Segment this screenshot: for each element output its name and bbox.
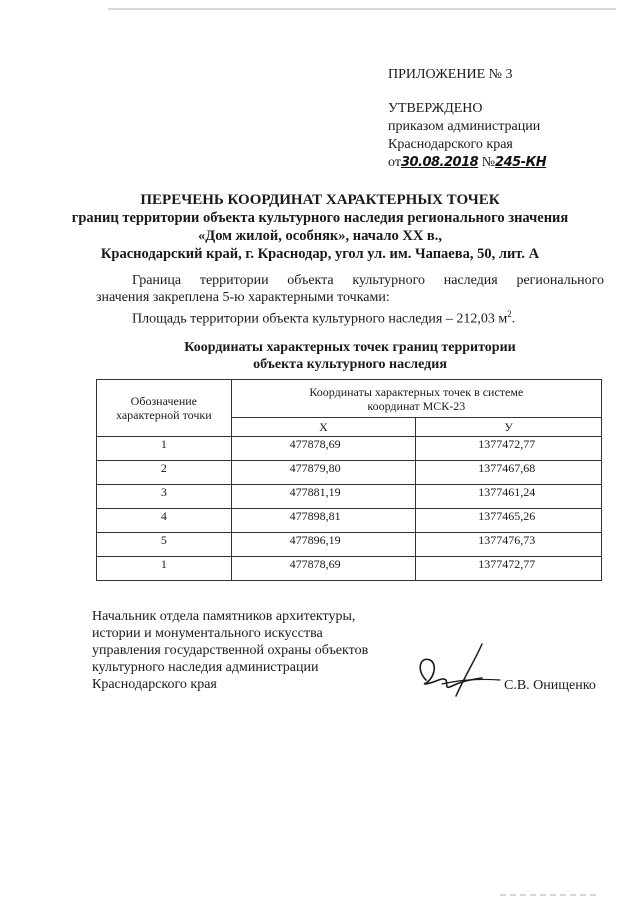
position-line: управления государственной охраны объектов	[92, 643, 369, 658]
paragraph-line: Граница территории объекта культурного наследия регионального	[132, 273, 604, 288]
cell-x: 477898,81	[231, 509, 416, 533]
cell-y: 1377461,24	[416, 485, 602, 509]
handwritten-signature	[412, 640, 502, 700]
cell-point: 5	[97, 533, 232, 557]
cell-y: 1377472,77	[416, 557, 602, 581]
title-line: границ территории объекта культурного наследия регионального значения	[71, 210, 569, 226]
cell-x: 477896,19	[231, 533, 416, 557]
table-row	[97, 533, 602, 557]
order-date-handwritten: 30.08.2018	[400, 155, 479, 170]
order-prefix: от	[388, 155, 401, 170]
position-line: культурного наследия администрации	[92, 660, 319, 675]
cell-point: 1	[97, 557, 232, 581]
cell-y: 1377476,73	[416, 533, 602, 557]
approved-by-line: Краснодарского края	[388, 137, 513, 152]
title-line: «Дом жилой, особняк», начало XX в.,	[197, 228, 443, 244]
cell-point: 3	[97, 485, 232, 509]
table-title	[96, 339, 604, 373]
area-line	[96, 306, 604, 328]
scan-top-edge-line	[108, 8, 616, 10]
cell-y: 1377467,68	[416, 461, 602, 485]
cell-y: 1377472,77	[416, 437, 602, 461]
position-line: истории и монументального искусства	[92, 626, 323, 641]
table-header-row	[97, 380, 602, 418]
approved-by-line: приказом администрации	[388, 119, 541, 134]
area-period: .	[511, 311, 516, 327]
header-text: Координаты характерных точек в системе	[309, 384, 524, 399]
cell-x: 477878,69	[231, 557, 416, 581]
order-line	[388, 154, 546, 172]
paragraph-line: значения закреплена 5-ю характерными точками:	[96, 290, 390, 305]
header-point-designation	[97, 380, 232, 437]
header-text: Обозначение	[130, 394, 197, 408]
table-row	[97, 461, 602, 485]
table-row	[97, 485, 602, 509]
header-coordinates	[231, 380, 601, 418]
scan-artifact	[500, 890, 600, 900]
boundary-paragraph	[96, 272, 604, 328]
title-line: ПЕРЕЧЕНЬ КООРДИНАТ ХАРАКТЕРНЫХ ТОЧЕК	[140, 192, 500, 208]
coordinates-table	[96, 379, 602, 581]
header-text: характерной точки	[116, 408, 212, 422]
approved-by	[388, 118, 546, 154]
title-line: Краснодарский край, г. Краснодар, угол ул. им. Чапаева, 50, лит. А	[100, 246, 540, 262]
signatory-position	[92, 608, 368, 693]
cell-x: 477881,19	[231, 485, 416, 509]
cell-point: 4	[97, 509, 232, 533]
order-number-prefix: №	[481, 155, 496, 170]
approval-header	[388, 66, 546, 172]
position-line: Краснодарского края	[92, 677, 217, 692]
approved-label: УТВЕРЖДЕНО	[388, 101, 483, 116]
table-row	[97, 557, 602, 581]
table-title-line: Координаты характерных точек границ территории	[184, 340, 516, 355]
position-line: Начальник отдела памятников архитектуры,	[92, 609, 356, 624]
header-text: координат МСК-23	[367, 398, 466, 413]
table-row	[97, 437, 602, 461]
header-x: X	[231, 418, 416, 437]
annex-number: ПРИЛОЖЕНИЕ № 3	[388, 67, 513, 82]
header-y: У	[416, 418, 602, 437]
cell-point: 2	[97, 461, 232, 485]
table-row	[97, 509, 602, 533]
area-text: Площадь территории объекта культурного наследия – 212,03 м	[132, 311, 508, 327]
order-number-handwritten: 245-КН	[495, 155, 547, 170]
area-unit-superscript: 2	[507, 309, 512, 319]
cell-point: 1	[97, 437, 232, 461]
table-title-line: объекта культурного наследия	[253, 357, 447, 372]
cell-x: 477879,80	[231, 461, 416, 485]
signer-name: С.В. Онищенко	[504, 678, 596, 693]
cell-y: 1377465,26	[416, 509, 602, 533]
document-title	[40, 191, 600, 263]
cell-x: 477878,69	[231, 437, 416, 461]
